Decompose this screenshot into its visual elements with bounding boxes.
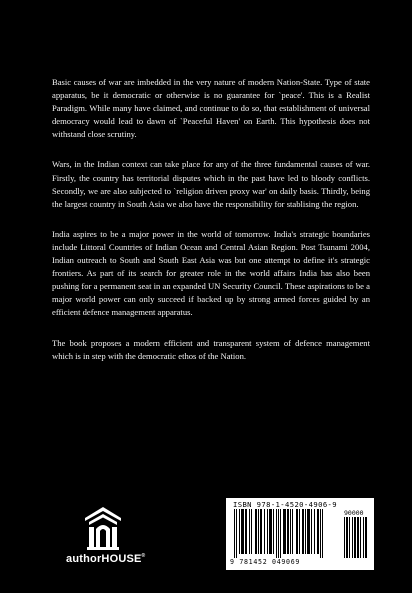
blurb-paragraph-3: India aspires to be a major power in the world of tomorrow. India's strategic boundaries include Littoral Countries of Indian Ocean and Central Asian Region. Post Tsunami 2004, Indian outreach to South and South East Asia was but one attempt to define it's strategic frontiers. As part of its search for greater role in the world affairs India has also been pushing for a permanent seat in an expanded UN Security Council. These aspirations to be a major world power can only succeed if backed up by strong armed forces guided by an efficient defence management apparatus. (52, 228, 370, 318)
blurb-paragraph-4: The book proposes a modern efficient and transparent system of defence management which is in step with the democratic ethos of the Nation. (52, 337, 370, 361)
addon-barcode-bars (344, 517, 368, 558)
registered-mark: ® (141, 553, 146, 559)
blurb-paragraph-2: Wars, in the Indian context can take place for any of the three fundamental causes of war. Firstly, the country has territorial disputes which in the past have led to bloody conflicts. Secondly, we are also subjected to `religion driven proxy war' on daily basis. Thirdly, being the largest country in South Asia we also have the responsibility for stablising the region. (52, 159, 370, 209)
isbn-text: ISBN 978-1-4520-4906-9 (233, 500, 337, 509)
publisher-name-text: authorHOUSE (66, 553, 142, 565)
isbn-barcode (226, 498, 374, 570)
publisher-logo (66, 505, 146, 575)
publisher-name (66, 553, 156, 565)
authorhouse-logo-icon (82, 505, 124, 551)
blurb-paragraph-1: Basic causes of war are imbedded in the very nature of modern Nation-State. Type of state apparatus, be it democratic or otherwise is no guarantee for `peace'. This is a Realist Paradigm. While many have claimed, and continue to do so, that establishment of universal democracy would lead to dawn of `Peaceful Haven' on Earth. This hypothesis does not withstand close scrutiny. (52, 77, 370, 140)
ean-digits: 9 781452 049069 (230, 558, 301, 566)
price-code: 90000 (344, 509, 364, 517)
back-cover-blurb (52, 76, 370, 380)
ean-barcode-bars (234, 509, 334, 558)
